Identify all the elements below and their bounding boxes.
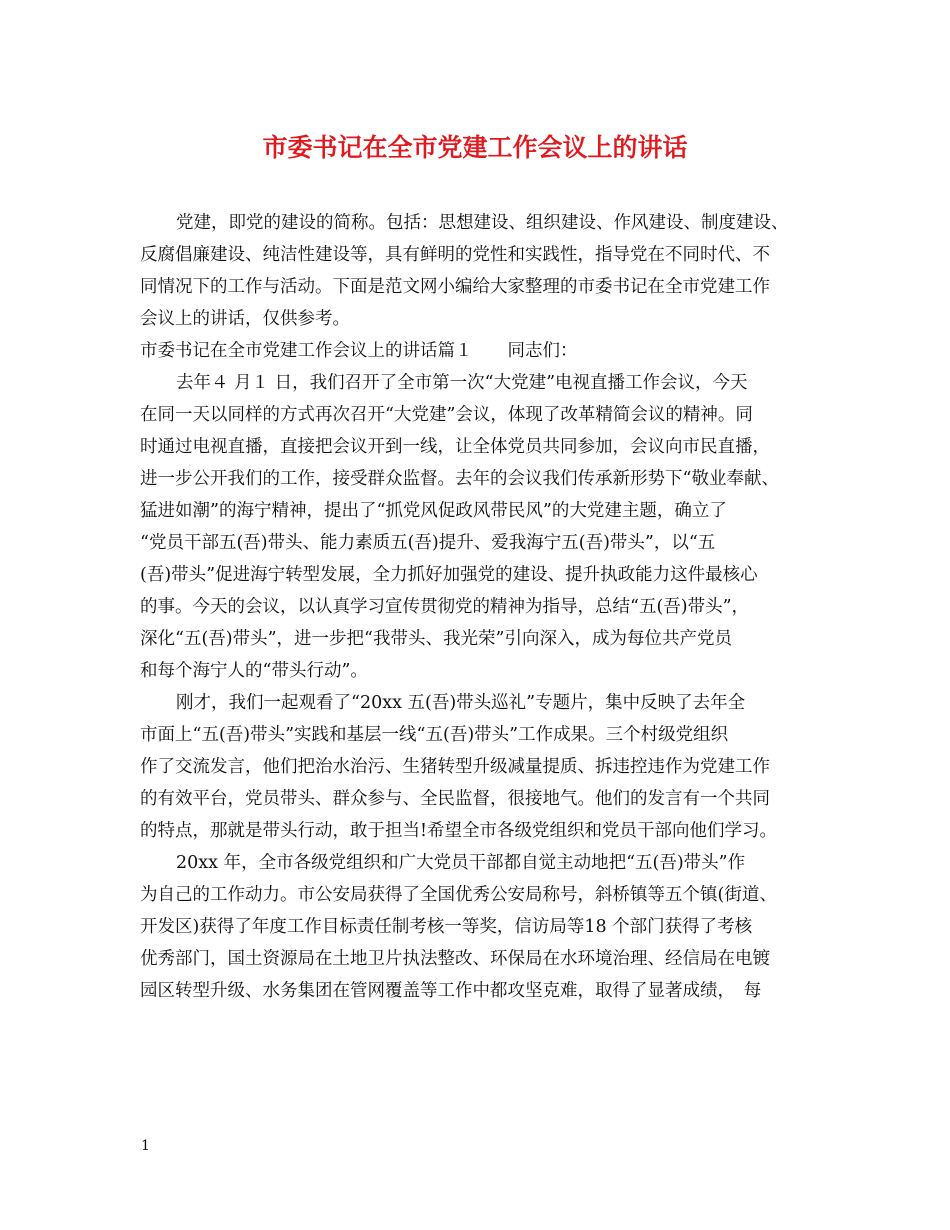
text-line: 市面上“五(吾)带头”实践和基层一线“五(吾)带头”工作成果。三个村级党组织	[140, 725, 729, 745]
text-line: “党员干部五(吾)带头、能力素质五(吾)提升、爱我海宁五(吾)带头”，以“五	[140, 533, 716, 553]
text-line: 为自己的工作动力。市公安局获得了全国优秀公安局称号，斜桥镇等五个镇(街道、	[140, 885, 777, 905]
section-heading-line: 市委书记在全市党建工作会议上的讲话篇１ 同志们：	[140, 341, 578, 361]
text-line: 刚才，我们一起观看了“20xx 五(吾)带头巡礼”专题片，集中反映了去年全	[176, 693, 746, 713]
text-line: 20xx 年，全市各级党组织和广大党员干部都自觉主动地把“五(吾)带头”作	[176, 853, 746, 873]
text-line: 时通过电视直播，直接把会议开到一线，让全体党员共同参加，会议向市民直播，	[140, 437, 770, 457]
text-line: 开发区)获得了年度工作目标责任制考核一等奖，信访局等18 个部门获得了考核	[140, 917, 753, 937]
document-body	[140, 207, 830, 1007]
text-line: 作了交流发言，他们把治水治污、生猪转型升级减量提质、拆违控违作为党建工作	[140, 757, 770, 777]
text-line: 的特点，那就是带头行动，敢于担当!希望全市各级党组织和党员干部向他们学习。	[140, 821, 778, 841]
text-line: 深化“五(吾)带头”，进一步把“我带头、我光荣”引向深入，成为每位共产党员	[140, 629, 732, 649]
text-line: 党建，即党的建设的简称。包括：思想建设、组织建设、作风建设、制度建设、	[176, 213, 789, 233]
text-line: 会议上的讲话，仅供参考。	[140, 309, 350, 329]
page-number: 1	[141, 1138, 150, 1154]
text-line: 的有效平台，党员带头、群众参与、全民监督，很接地气。他们的发言有一个共同	[140, 789, 770, 809]
text-line: (吾)带头”促进海宁转型发展，全力抓好加强党的建设、提升执政能力这件最核心	[140, 565, 758, 585]
text-line: 去年４ 月１ 日，我们召开了全市第一次“大党建”电视直播工作会议，今天	[176, 373, 748, 393]
text-line: 优秀部门，国土资源局在土地卫片执法整改、环保局在水环境治理、经信局在电镀	[140, 949, 770, 969]
text-line: 反腐倡廉建设、纯洁性建设等，具有鲜明的党性和实践性，指导党在不同时代、不	[140, 245, 770, 265]
text-line: 在同一天以同样的方式再次召开“大党建”会议，体现了改革精简会议的精神。同	[140, 405, 753, 425]
text-line: 猛进如潮”的海宁精神，提出了“抓党风促政风带民风”的大党建主题，确立了	[140, 501, 727, 521]
text-line: 和每个海宁人的“带头行动”。	[140, 661, 368, 681]
text-line: 同情况下的工作与活动。下面是范文网小编给大家整理的市委书记在全市党建工作	[140, 277, 770, 297]
text-line: 园区转型升级、水务集团在管网覆盖等工作中都攻坚克难，取得了显著成绩， 每	[140, 981, 762, 1001]
text-line: 的事。今天的会议，以认真学习宣传贯彻党的精神为指导，总结“五(吾)带头”，	[140, 597, 750, 617]
document-title: 市委书记在全市党建工作会议上的讲话	[262, 133, 688, 162]
text-line: 进一步公开我们的工作，接受群众监督。去年的会议我们传承新形势下“敬业奉献、	[140, 469, 779, 489]
